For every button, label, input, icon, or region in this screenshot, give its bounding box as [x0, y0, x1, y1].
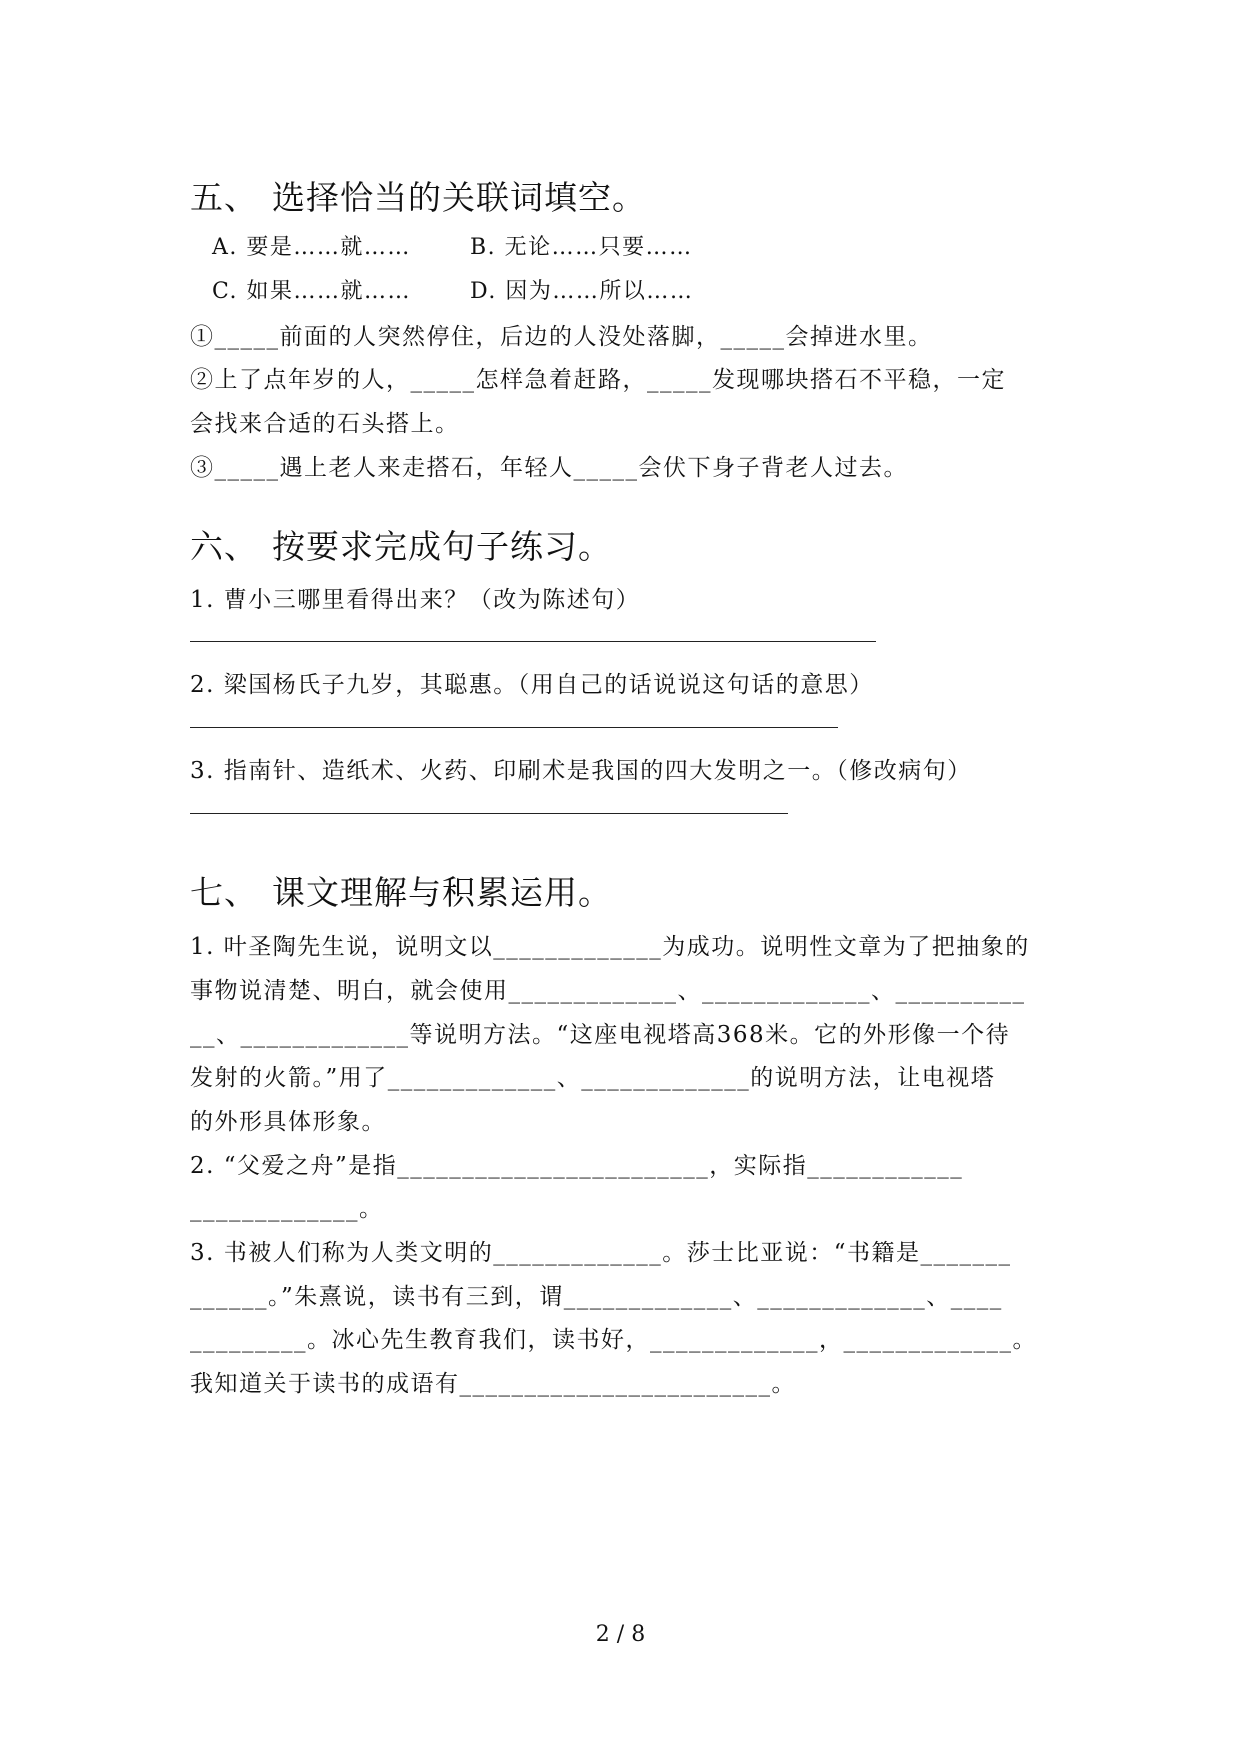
- section-6-title: 按要求完成句子练习。: [272, 527, 612, 566]
- text-line-4: 发射的火箭。”用了_____________、_____________的说明方法，让电视塔: [190, 1065, 996, 1091]
- fill-item-2-continued: 会找来合适的石头搭上。: [190, 411, 460, 437]
- text-line-8: 3. 书被人们称为人类文明的_____________。莎士比亚说：“书籍是_______: [190, 1240, 1012, 1266]
- text-line-7: _____________。: [190, 1196, 384, 1222]
- section-7-heading: [190, 867, 612, 914]
- sentence-question-2: 2. 梁国杨氏子九岁，其聪惠。（用自己的话说说这句话的意思）: [190, 672, 874, 698]
- sentence-question-3: 3. 指南针、造纸术、火药、印刷术是我国的四大发明之一。（修改病句）: [190, 758, 972, 784]
- section-5-heading: [190, 172, 646, 219]
- fill-item-1: ①_____前面的人突然停住，后边的人没处落脚，_____会掉进水里。: [190, 324, 933, 350]
- text-line-1: 1. 叶圣陶先生说，说明文以_____________为成功。说明性文章为了把抽象的: [190, 934, 1030, 960]
- text-line-10: _________。冰心先生教育我们，读书好，_____________，_____________。: [190, 1327, 1037, 1353]
- answer-line-2: [190, 727, 838, 728]
- text-line-2: 事物说清楚、明白，就会使用_____________、_____________、__________: [190, 978, 1026, 1004]
- section-7-number: 七、: [190, 873, 258, 912]
- option-a: A. 要是……就……: [212, 235, 411, 260]
- option-b: B. 无论……只要……: [470, 235, 693, 260]
- text-line-9: ______。”朱熹说，读书有三到，谓_____________、_____________、____: [190, 1284, 1003, 1310]
- section-6-heading: [190, 521, 612, 568]
- text-line-5: 的外形具体形象。: [190, 1109, 386, 1135]
- sentence-question-1: 1. 曹小三哪里看得出来？（改为陈述句）: [190, 587, 641, 613]
- text-line-11: 我知道关于读书的成语有________________________。: [190, 1371, 796, 1397]
- text-line-3: __、_____________等说明方法。“这座电视塔高368米。它的外形像一个待: [190, 1022, 1011, 1048]
- answer-line-1: [190, 641, 876, 642]
- section-5-title: 选择恰当的关联词填空。: [272, 178, 646, 217]
- option-d: D. 因为……所以……: [470, 279, 694, 304]
- page-number: 2 / 8: [595, 1622, 646, 1647]
- option-c: C. 如果……就……: [212, 279, 412, 304]
- fill-item-2: ②上了点年岁的人，_____怎样急着赶路，_____发现哪块搭石不平稳，一定: [190, 367, 1006, 393]
- text-line-6: 2. “父爱之舟”是指________________________，实际指____________: [190, 1153, 964, 1179]
- fill-item-3: ③_____遇上老人来走搭石，年轻人_____会伏下身子背老人过去。: [190, 455, 908, 481]
- section-6-number: 六、: [190, 527, 258, 566]
- section-7-title: 课文理解与积累运用。: [272, 873, 612, 912]
- section-5-number: 五、: [190, 178, 258, 217]
- answer-line-3: [190, 813, 788, 814]
